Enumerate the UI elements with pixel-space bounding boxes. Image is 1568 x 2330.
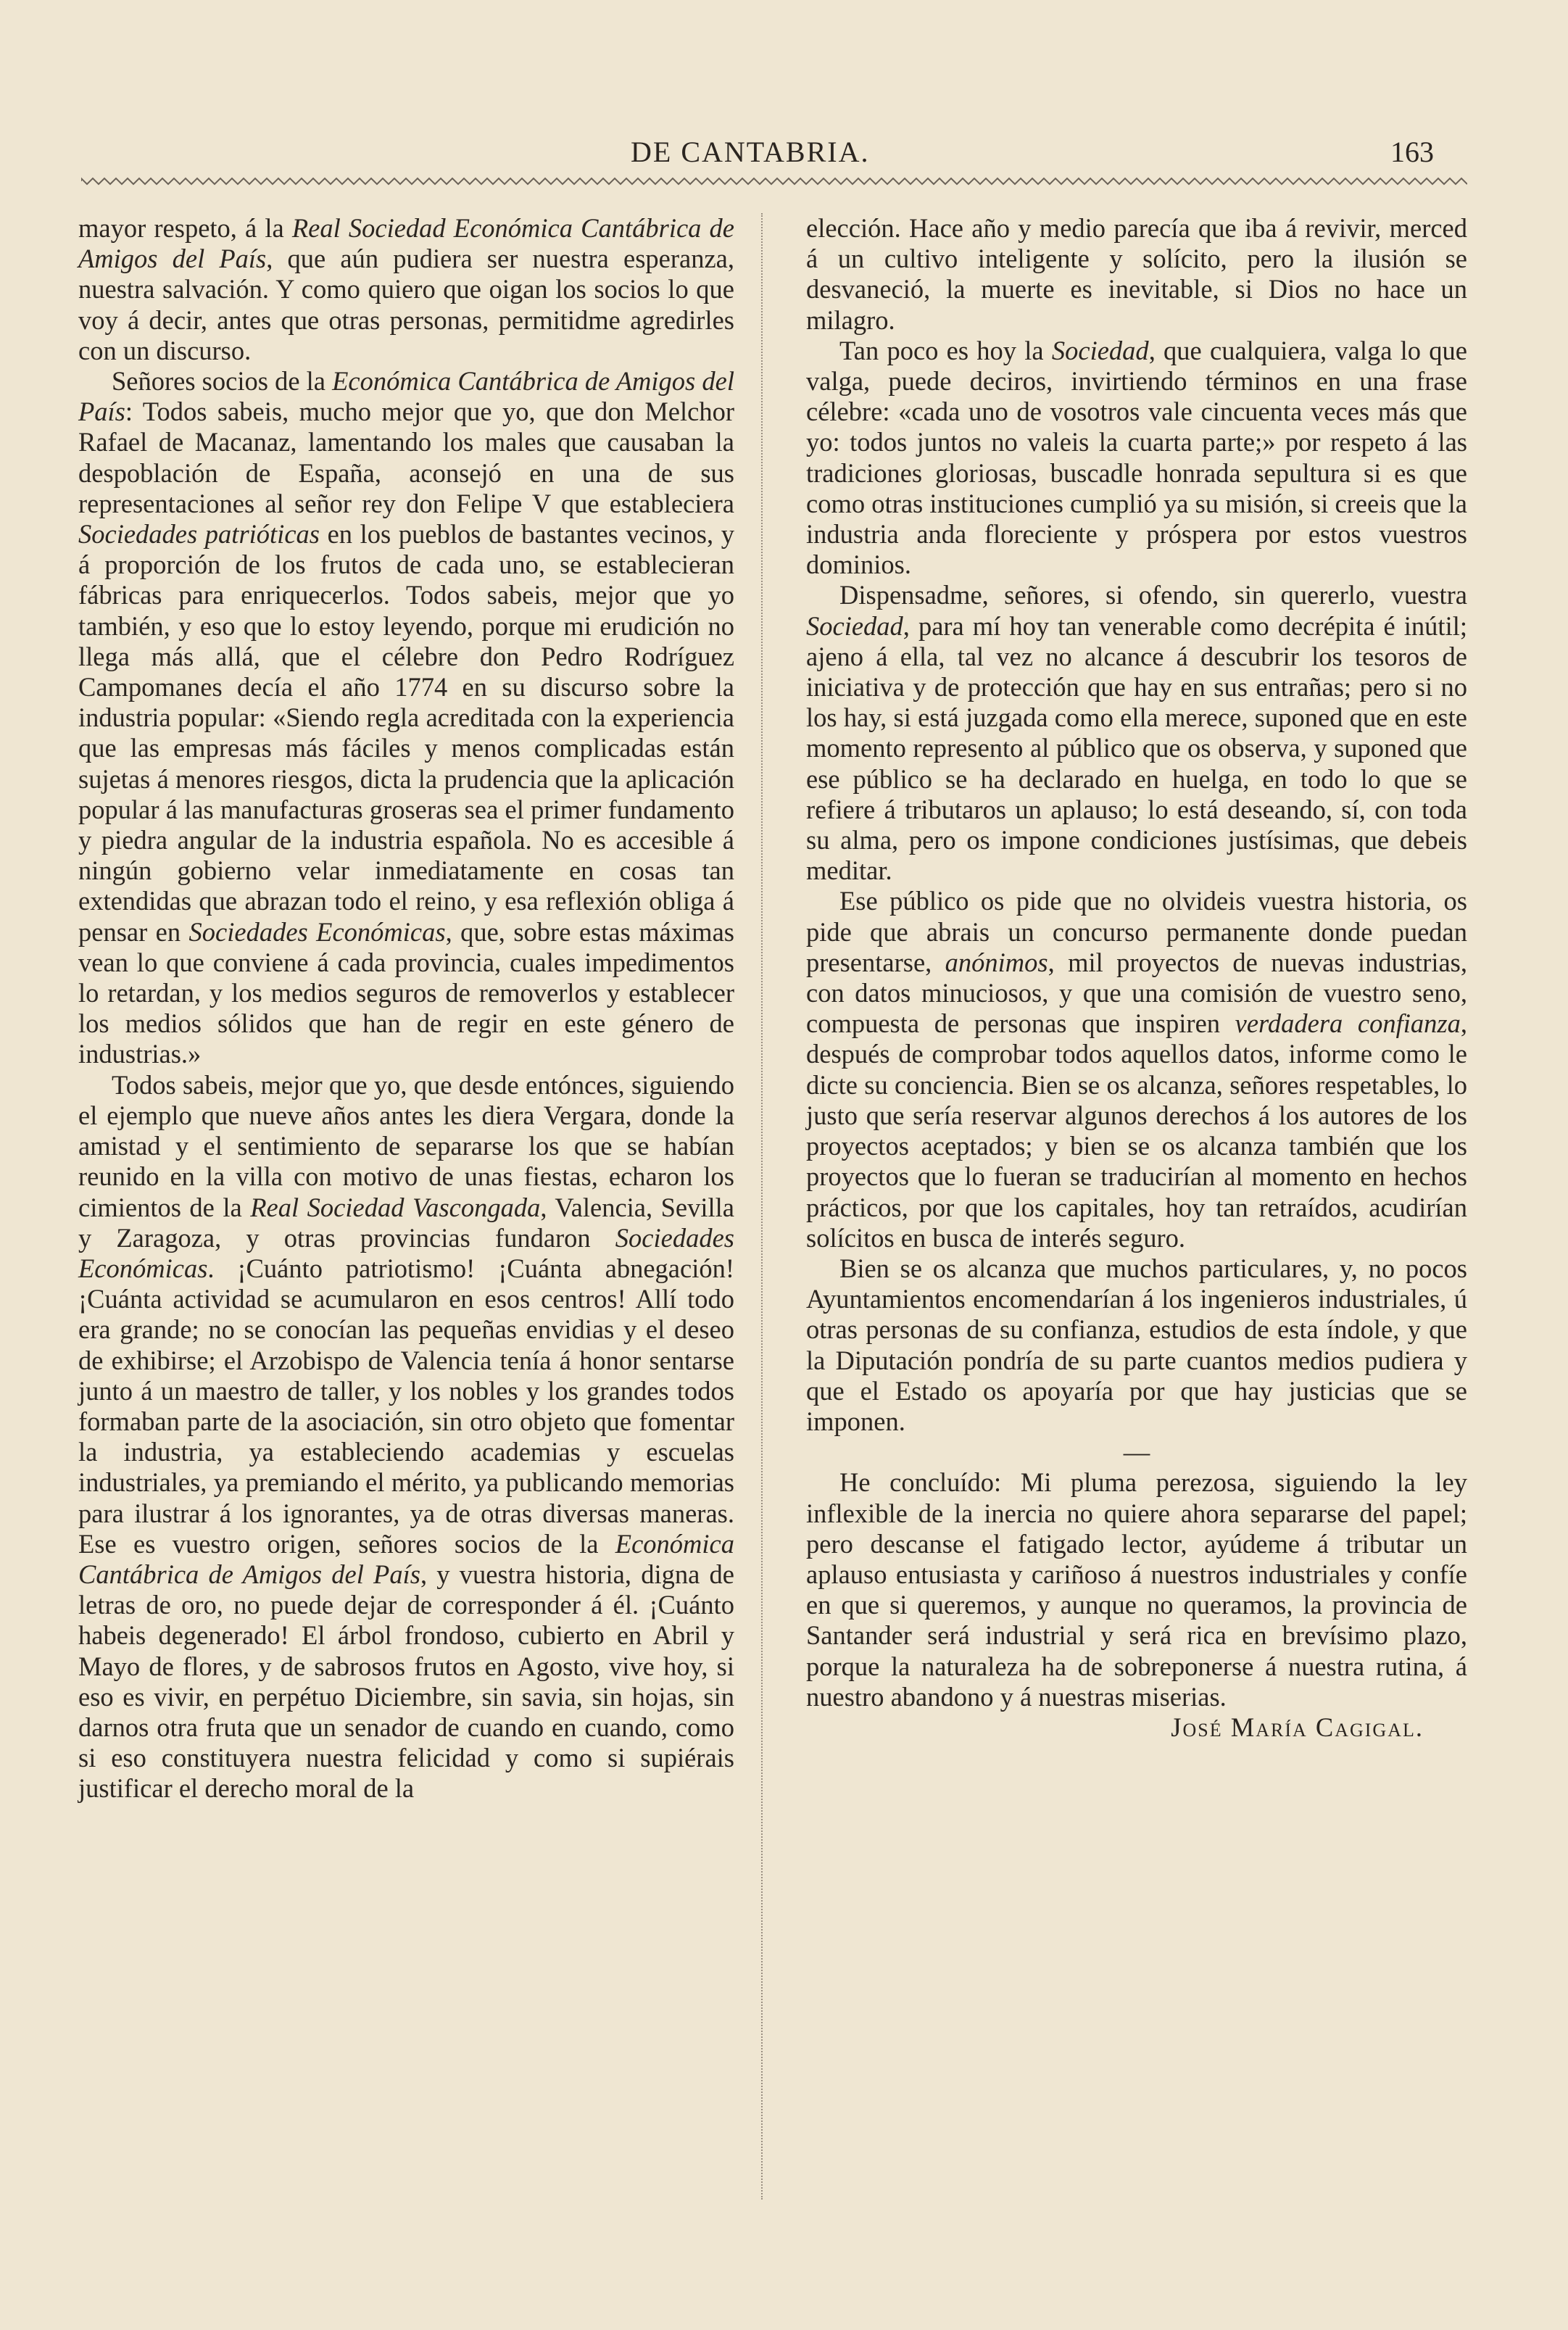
right-paragraph-4: Ese público os pide que no olvideis vuestra historia, os pide que abrais un concurso permanente donde puedan presentarse, anónimos, mil proyectos de nuevas industrias, con datos minuciosos, y que una comisión de vuestro seno, compuesta de personas que inspiren verdadera confianza, después de comprobar todos aquellos datos, informe como le dicte su conciencia. Bien se os alcanza, señores respetables, lo justo que sería reservar algunos derechos á los autores de los proyectos aceptados; y bien se os alcanza también que los proyectos que lo fueran se traducirían al momento en hechos prácticos, por que los capitales, hoy tan retraídos, acudirían solícitos en busca de interés seguro. [806, 886, 1467, 1253]
left-column [78, 213, 734, 1804]
column-divider [761, 213, 763, 2200]
right-column [806, 213, 1467, 1743]
right-paragraph-3: Dispensadme, señores, si ofendo, sin quererlo, vuestra Sociedad, para mí hoy tan venerable como decrépita é inútil; ajeno á ella, tal vez no alcance á descubrir los tesoros de iniciativa y de protección que hay en sus entrañas; pero si no los hay, si está juzgada como ella merece, suponed que en este momento represento al público que os observa, y suponed que ese público se ha declarado en huelga, en todo lo que se refiere á tributaros un aplauso; lo está deseando, sí, con toda su alma, pero os impone condiciones justísimas, que debeis meditar. [806, 580, 1467, 886]
author-signature: José María Cagigal. [1171, 1712, 1424, 1742]
right-paragraph-5: Bien se os alcanza que muchos particulares, y, no pocos Ayuntamientos encomendarían á los ingenieros industriales, ú otras personas de su confianza, estudios de esta índole, y que la Diputación pondría de su parte cuantos medios pudiera y que el Estado os apoyaría por que hay justicias que se imponen. [806, 1253, 1467, 1436]
left-paragraph-2: Señores socios de la Económica Cantábrica de Amigos del País: Todos sabeis, mucho mejor que yo, que don Melchor Rafael de Macanaz, lamentando los males que causaban la despoblación de España, aconsejó en una de sus representaciones al señor rey don Felipe V que estableciera Sociedades patrióticas en los pueblos de bastantes vecinos, y á proporción de los frutos de cada uno, se establecieran fábricas para enriquecerlos. Todos sabeis, mejor que yo también, y eso que lo estoy leyendo, porque mi erudición no llega más allá, que el célebre don Pedro Rodríguez Campomanes decía el año 1774 en su discurso sobre la industria popular: «Siendo regla acreditada con la experiencia que las empresas más fáciles y menos complicadas están sujetas á menores riesgos, dicta la prudencia que la aplicación popular á las manufacturas groseras sea el primer fundamento y piedra angular de la industria española. No es accesible á ningún gobierno velar inmediatamente en cosas tan extendidas que abrazan todo el reino, y esa reflexión obliga á pensar en Sociedades Económicas, que, sobre estas máximas vean lo que conviene á cada provincia, cuales impedimentos lo retardan, y los medios seguros de removerlos y establecer los medios sólidos que han de regir en este género de industrias.» [78, 366, 734, 1069]
section-separator: — [1123, 1437, 1150, 1467]
right-paragraph-6: He concluído: Mi pluma perezosa, siguiendo la ley inflexible de la inercia no quiere ahora separarse del papel; pero descanse el fatigado lector, ayúdeme á tributar un aplauso entusiasta y cariñoso á nuestros industriales y confíe en que si queremos, y aunque no queramos, la provincia de Santander será industrial y será rica en brevísimo plazo, porque la naturaleza ha de sobreponerse á nuestra rutina, á nuestro abandono y á nuestras miserias. [806, 1467, 1467, 1712]
left-paragraph-1: mayor respeto, á la Real Sociedad Económica Cantábrica de Amigos del País, que aún pudiera ser nuestra esperanza, nuestra salvación. Y como quiero que oigan los socios lo que voy á decir, antes que otras personas, permitidme agredirles con un discurso. [78, 213, 735, 365]
right-paragraph-1: elección. Hace año y medio parecía que iba á revivir, merced á un cultivo inteligente y solícito, pero la ilusión se desvaneció, la muerte es inevitable, si Dios no hace un milagro. [806, 213, 1467, 335]
header-wavy-rule [81, 176, 1467, 186]
running-title: DE CANTABRIA. [631, 136, 870, 168]
right-paragraph-2: Tan poco es hoy la Sociedad, que cualquiera, valga lo que valga, puede deciros, invirtiendo términos en una frase célebre: «cada uno de vosotros vale cincuenta veces más que yo: todos juntos no valeis la cuarta parte;» por respeto á las tradiciones gloriosas, buscadle honrada sepultura si es que como otras instituciones cumplió ya su misión, si creeis que la industria anda floreciente y próspera por estos vuestros dominios. [806, 335, 1467, 580]
running-header [0, 135, 1568, 178]
page-number: 163 [1390, 136, 1434, 168]
left-paragraph-3: Todos sabeis, mejor que yo, que desde entónces, siguiendo el ejemplo que nueve años antes les diera Vergara, donde la amistad y el sentimiento de separarse los que se habían reunido en la villa con motivo de unas fiestas, echaron los cimientos de la Real Sociedad Vascongada, Valencia, Sevilla y Zaragoza, y otras provincias fundaron Sociedades Económicas. ¡Cuánto patriotismo! ¡Cuánta abnegación! ¡Cuánta actividad se acumularon en esos centros! Allí todo era grande; no se conocían las pequeñas envidias y el deseo de exhibirse; el Arzobispo de Valencia tenía á honor sentarse junto á un maestro de taller, y los nobles y los grandes todos formaban parte de la asociación, sin otro objeto que fomentar la industria, ya estableciendo academias y escuelas industriales, ya premiando el mérito, ya publicando memorias para ilustrar á los ignorantes, ya de otras diversas maneras. Ese es vuestro origen, señores socios de la Económica Cantábrica de Amigos del País, y vuestra historia, digna de letras de oro, no puede dejar de corresponder á él. ¡Cuánto habeis degenerado! El árbol frondoso, cubierto en Abril y Mayo de flores, y de sabrosos frutos en Agosto, vive hoy, si eso es vivir, en perpétuo Diciembre, sin savia, sin hojas, sin darnos otra fruta que un senador de cuando en cuando, como si eso constituyera nuestra felicidad y como si supiérais justificar el derecho moral de la [78, 1069, 734, 1804]
